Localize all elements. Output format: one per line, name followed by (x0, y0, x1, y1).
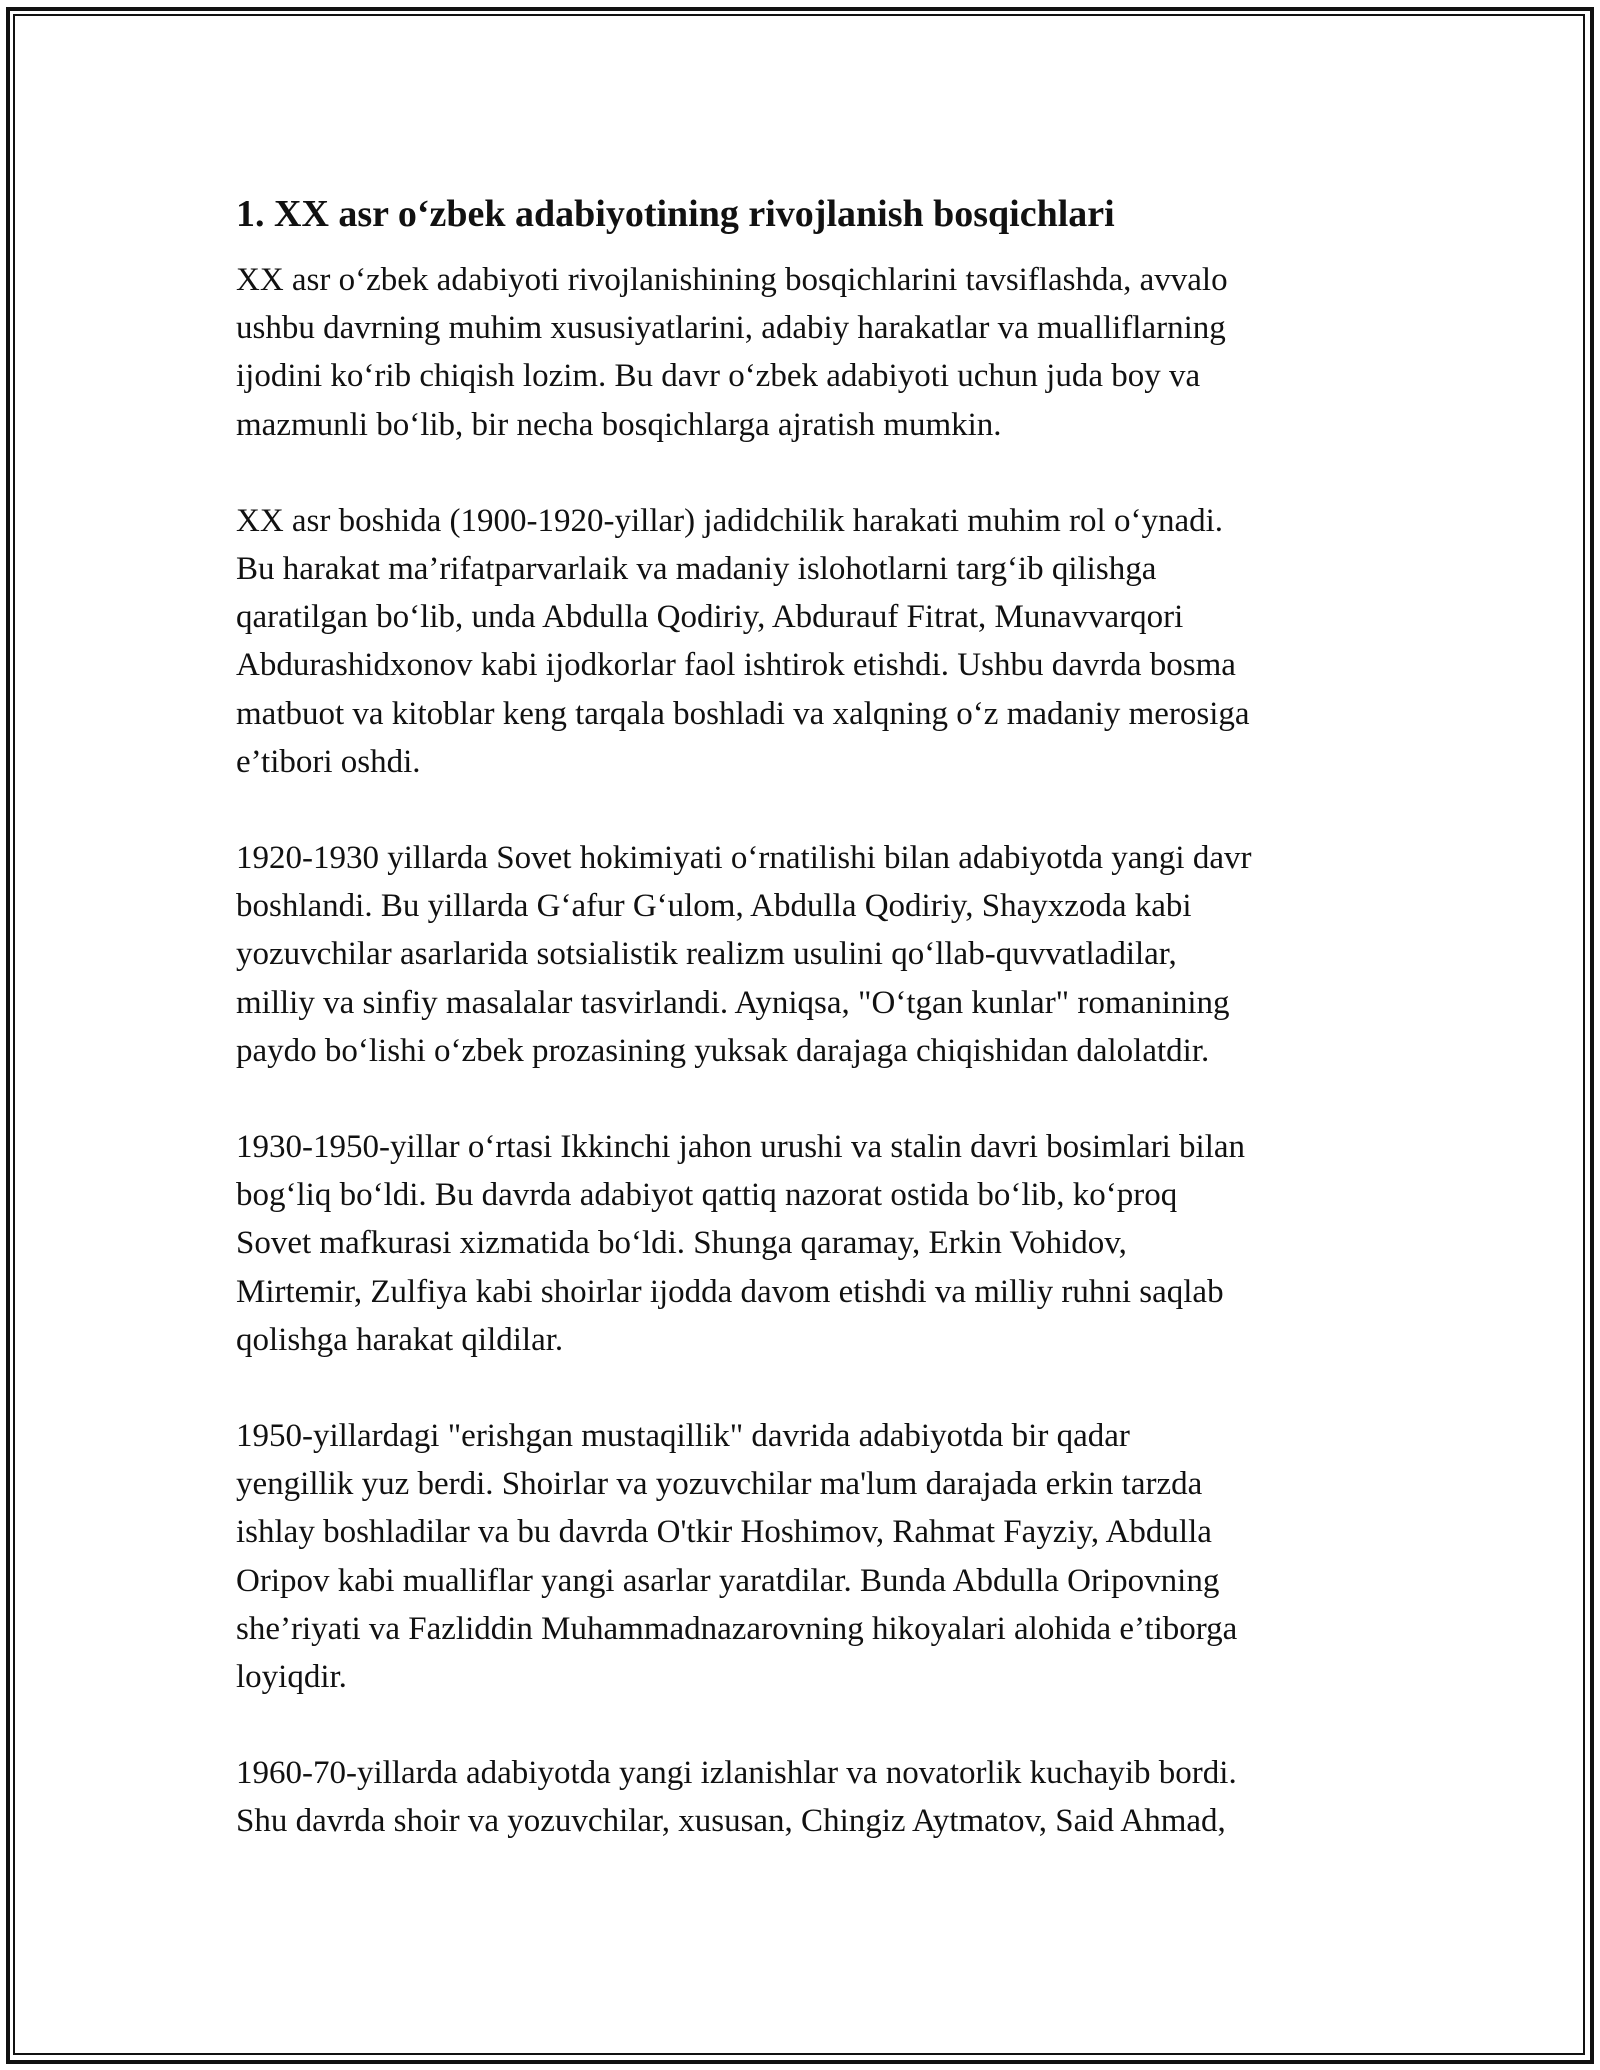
paragraph-2 (236, 497, 1386, 786)
text-line: XX asr o‘zbek adabiyoti rivojlanishining bosqichlarini tavsiflashda, avvalo (236, 262, 1228, 298)
text-line: XX asr boshida (1900-1920-yillar) jadidchilik harakati muhim rol o‘ynadi. (236, 502, 1224, 539)
text-line: ishlay boshladilar va bu davrda O'tkir Hoshimov, Rahmat Fayziy, Abdulla (236, 1514, 1212, 1551)
text-line: ijodini ko‘rib chiqish lozim. Bu davr o‘zbek adabiyoti uchun juda boy va (236, 358, 1201, 395)
text-line: bog‘liq bo‘ldi. Bu davrda adabiyot qattiq nazorat ostida bo‘lib, ko‘proq (236, 1177, 1178, 1214)
text-line: ushbu davrning muhim xususiyatlarini, adabiy harakatlar va mualliflarning (236, 310, 1226, 347)
text-line: 1960-70-yillarda adabiyotda yangi izlanishlar va novatorlik kuchayib bordi. (236, 1755, 1237, 1792)
text-line: Sovet mafkurasi xizmatida bo‘ldi. Shunga qaramay, Erkin Vohidov, (236, 1225, 1127, 1262)
text-line: yozuvchilar asarlarida sotsialistik realizm usulini qo‘llab-quvvatladilar, (236, 936, 1177, 973)
text-line: Abdurashidxonov kabi ijodkorlar faol ishtirok etishdi. Ushbu davrda bosma (236, 647, 1236, 684)
text-line: matbuot va kitoblar keng tarqala boshladi va xalqning o‘z madaniy merosiga (236, 695, 1250, 732)
text-line: Bu harakat ma’rifatparvarlaik va madaniy islohotlarni targ‘ib qilishga (236, 551, 1157, 588)
text-line: qolishga harakat qildilar. (236, 1321, 564, 1358)
paragraph-6 (236, 1749, 1386, 1845)
text-line: paydo bo‘lishi o‘zbek prozasining yuksak darajaga chiqishidan dalolatdir. (236, 1032, 1210, 1069)
text-line: milliy va sinfiy masalalar tasvirlandi. Ayniqsa, "O‘tgan kunlar" romanining (236, 984, 1230, 1021)
text-line: qaratilgan bo‘lib, unda Abdulla Qodiriy, Abdurauf Fitrat, Munavvarqori (236, 599, 1184, 636)
text-line: she’riyati va Fazliddin Muhammadnazarovning hikoyalari alohida e’tiborga (236, 1610, 1238, 1647)
text-line: e’tibori oshdi. (236, 743, 421, 780)
paragraph-4 (236, 1123, 1386, 1364)
document-body (236, 186, 1386, 1894)
text-line: 1930-1950-yillar o‘rtasi Ikkinchi jahon urushi va stalin davri bosimlari bilan (236, 1129, 1246, 1166)
section-heading: 1. XX asr o‘zbek adabiyotining rivojlanish bosqichlari (236, 193, 1115, 235)
text-line: yengillik yuz berdi. Shoirlar va yozuvchilar ma'lum darajada erkin tarzda (236, 1466, 1203, 1503)
paragraph-1 (236, 256, 1386, 449)
text-line: Mirtemir, Zulfiya kabi shoirlar ijodda davom etishdi va milliy ruhni saqlab (236, 1273, 1224, 1310)
paragraph-3 (236, 834, 1386, 1075)
paragraph-5 (236, 1412, 1386, 1701)
text-line: Oripov kabi mualliflar yangi asarlar yaratdilar. Bunda Abdulla Oripovning (236, 1562, 1220, 1599)
text-line: Shu davrda shoir va yozuvchilar, xususan, Chingiz Aytmatov, Said Ahmad, (236, 1803, 1226, 1840)
text-line: 1920-1930 yillarda Sovet hokimiyati o‘rnatilishi bilan adabiyotda yangi davr (236, 840, 1252, 877)
text-line: loyiqdir. (236, 1659, 347, 1696)
text-line: 1950-yillardagi "erishgan mustaqillik" davrida adabiyotda bir qadar (236, 1418, 1130, 1455)
text-line: mazmunli bo‘lib, bir necha bosqichlarga ajratish mumkin. (236, 406, 1002, 443)
text-line: boshlandi. Bu yillarda G‘afur G‘ulom, Abdulla Qodiriy, Shayxzoda kabi (236, 888, 1192, 925)
